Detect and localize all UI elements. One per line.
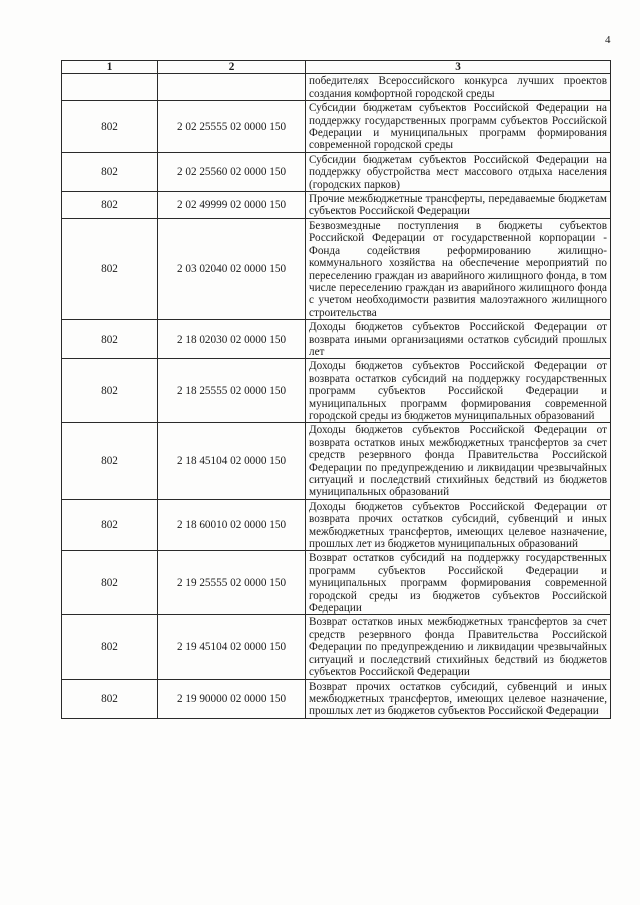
table-row	[62, 615, 611, 679]
revenue-code-cell: 2 02 25560 02 0000 150	[158, 152, 306, 191]
revenue-code-cell: 2 19 25555 02 0000 150	[158, 551, 306, 615]
admin-code-cell: 802	[62, 218, 158, 319]
revenue-code-cell: 2 02 49999 02 0000 150	[158, 192, 306, 219]
admin-code-cell: 802	[62, 192, 158, 219]
header-col-3: 3	[306, 61, 611, 74]
revenue-name-cell: Доходы бюджетов субъектов Российской Федерации от возврата прочих остатков субсидий, субвенций и иных межбюджетных трансфертов, имеющих целевое назначение, прошлых лет из бюджетов муниципальных образований	[306, 499, 611, 551]
admin-code-cell: 802	[62, 499, 158, 551]
revenue-code-cell	[158, 74, 306, 101]
admin-code-cell: 802	[62, 615, 158, 679]
revenue-code-cell: 2 02 25555 02 0000 150	[158, 101, 306, 153]
table-header-row	[62, 61, 611, 74]
revenue-name-cell: Доходы бюджетов субъектов Российской Федерации от возврата остатков иных межбюджетных трансфертов за счет средств резервного фонда Правительства Российской Федерации по предупреждению и ликвидации чрезвычайных ситуаций и последствий стихийных бедствий из бюджетов муниципальных образований	[306, 423, 611, 499]
revenue-name-cell: Возврат остатков иных межбюджетных трансфертов за счет средств резервного фонда Правительства Российской Федерации по предупреждению и ликвидации чрезвычайных ситуаций и последствий стихийных бедствий из бюджетов субъектов Российской Федерации	[306, 615, 611, 679]
table-row	[62, 320, 611, 359]
table-row	[62, 679, 611, 718]
page-number: 4	[605, 34, 611, 46]
table-row	[62, 551, 611, 615]
admin-code-cell: 802	[62, 320, 158, 359]
table-row	[62, 192, 611, 219]
revenue-code-cell: 2 18 45104 02 0000 150	[158, 423, 306, 499]
revenue-name-cell: Безвозмездные поступления в бюджеты субъектов Российской Федерации от государственной корпорации - Фонда содействия реформированию жилищно-коммунального хозяйства на обеспечение мероприятий по переселению граждан из аварийного жилищного фонда, в том числе переселению граждан из аварийного жилищного фонда с учетом необходимости развития малоэтажного жилищного строительства	[306, 218, 611, 319]
admin-code-cell: 802	[62, 423, 158, 499]
table-body	[62, 74, 611, 718]
revenue-code-cell: 2 18 02030 02 0000 150	[158, 320, 306, 359]
admin-code-cell: 802	[62, 152, 158, 191]
table-row	[62, 359, 611, 423]
admin-code-cell: 802	[62, 551, 158, 615]
revenue-name-cell: Доходы бюджетов субъектов Российской Федерации от возврата иными организациями остатков субсидий прошлых лет	[306, 320, 611, 359]
revenue-code-cell: 2 18 25555 02 0000 150	[158, 359, 306, 423]
table-row	[62, 499, 611, 551]
table-row	[62, 74, 611, 101]
revenue-name-cell: Возврат прочих остатков субсидий, субвенций и иных межбюджетных трансфертов, имеющих целевое назначение, прошлых лет из бюджетов субъектов Российской Федерации	[306, 679, 611, 718]
table-row	[62, 423, 611, 499]
revenue-name-cell: Доходы бюджетов субъектов Российской Федерации от возврата остатков субсидий на поддержку государственных программ субъектов Российской Федерации и муниципальных программ формирования современной городской среды из бюджетов муниципальных образований	[306, 359, 611, 423]
table-row	[62, 152, 611, 191]
admin-code-cell: 802	[62, 101, 158, 153]
admin-code-cell	[62, 74, 158, 101]
revenue-code-cell: 2 19 90000 02 0000 150	[158, 679, 306, 718]
revenue-code-cell: 2 18 60010 02 0000 150	[158, 499, 306, 551]
header-col-2: 2	[158, 61, 306, 74]
header-col-1: 1	[62, 61, 158, 74]
revenue-name-cell: Субсидии бюджетам субъектов Российской Федерации на поддержку государственных программ субъектов Российской Федерации и муниципальных программ формирования современной городской среды	[306, 101, 611, 153]
table-row	[62, 101, 611, 153]
revenue-name-cell: Прочие межбюджетные трансферты, передаваемые бюджетам субъектов Российской Федерации	[306, 192, 611, 219]
revenue-code-cell: 2 19 45104 02 0000 150	[158, 615, 306, 679]
revenue-name-cell: Субсидии бюджетам субъектов Российской Федерации на поддержку обустройства мест массового отдыха населения (городских парков)	[306, 152, 611, 191]
admin-code-cell: 802	[62, 359, 158, 423]
revenue-code-cell: 2 03 02040 02 0000 150	[158, 218, 306, 319]
revenue-name-cell: Возврат остатков субсидий на поддержку государственных программ субъектов Российской Федерации и муниципальных программ формирования современной городской среды из бюджетов субъектов Российской Федерации	[306, 551, 611, 615]
admin-code-cell: 802	[62, 679, 158, 718]
revenue-codes-table	[61, 60, 611, 719]
table-row	[62, 218, 611, 319]
revenue-name-cell: победителях Всероссийского конкурса лучших проектов создания комфортной городской среды	[306, 74, 611, 101]
